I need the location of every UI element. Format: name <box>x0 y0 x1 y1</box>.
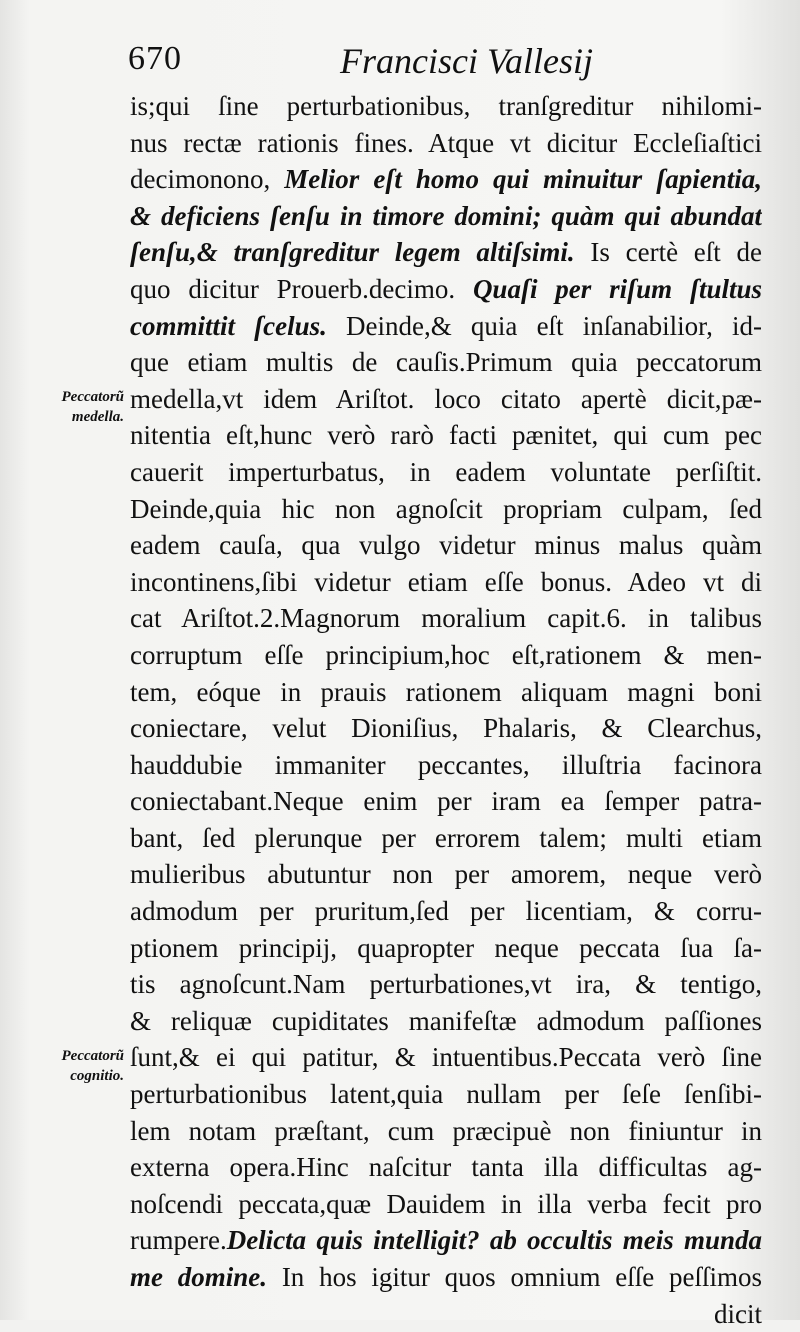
text-line <box>130 747 762 784</box>
text-line <box>130 125 762 162</box>
text-segment: tem, eóque in prauis rationem aliquam magni boni <box>130 676 762 707</box>
text-line <box>130 564 762 601</box>
text-line <box>130 856 762 893</box>
text-segment: que etiam multis de cauſis.Primum quia peccatorum <box>130 347 762 378</box>
text-segment: quo dicitur Prouerb.decimo. <box>130 273 473 304</box>
text-segment: noſcendi peccata,quæ Dauidem in illa verba fecit pro <box>130 1188 762 1219</box>
text-line <box>130 893 762 930</box>
text-segment: & reliquæ cupiditates manifeſtæ admodum paſſiones <box>130 1005 762 1036</box>
text-line <box>130 308 762 345</box>
text-segment: corruptum eſſe principium,hoc eſt,rationem & men- <box>130 639 762 670</box>
text-line <box>130 1113 762 1150</box>
text-segment: lem notam præſtant, cum præcipuè non finiuntur in <box>130 1115 762 1146</box>
text-segment: coniectabant.Neque enim per iram ea ſemper patra- <box>130 786 762 817</box>
text-segment: medella,vt idem Ariſtot. loco citato apertè dicit,pæ- <box>130 383 762 414</box>
text-line <box>130 1186 762 1223</box>
body-text <box>130 88 762 1332</box>
italic-text-segment: committit ſcelus. <box>130 310 327 341</box>
page-number: 670 <box>128 40 182 77</box>
italic-text-segment: Melior eſt homo qui minuitur ſapientia, <box>284 164 762 195</box>
text-segment: mulieribus abutuntur non per amorem, neque verò <box>130 859 762 890</box>
text-segment: nus rectæ rationis fines. Atque vt dicitur Eccleſiaſtici <box>130 127 762 158</box>
text-segment: Is certè eſt de <box>574 237 762 268</box>
text-segment: In hos igitur quos omnium eſſe peſſimos <box>267 1262 762 1292</box>
text-line <box>130 381 762 418</box>
text-segment: Deinde,quia hic non agnoſcit propriam culpam, ſed <box>130 493 762 524</box>
text-line <box>130 930 762 967</box>
text-segment: tis agnoſcunt.Nam perturbationes,vt ira, & tentigo, <box>130 969 762 1000</box>
text-segment: eadem cauſa, qua vulgo videtur minus malus quàm <box>130 530 762 561</box>
text-line <box>130 637 762 674</box>
text-line <box>130 417 762 454</box>
italic-text-segment: ſenſu,& tranſgreditur legem altiſsimi. <box>130 237 575 268</box>
text-segment: incontinens,ſibi videtur etiam eſſe bonus. Adeo vt di <box>130 566 762 597</box>
text-line <box>130 820 762 857</box>
text-line <box>130 198 762 235</box>
text-line <box>130 966 762 1003</box>
text-line <box>130 1149 762 1186</box>
text-line <box>130 1222 762 1259</box>
text-line <box>130 710 762 747</box>
italic-text-segment: Quaſi per riſum ſtultus <box>472 273 762 304</box>
italic-text-segment: me domine. <box>130 1262 268 1292</box>
text-segment: externa opera.Hinc naſcitur tanta illa difficultas ag- <box>130 1152 762 1183</box>
text-line <box>130 454 762 491</box>
margin-note: Peccatorũ cognitio. <box>61 1047 124 1084</box>
text-line <box>130 234 762 271</box>
text-line <box>130 527 762 564</box>
text-line <box>130 783 762 820</box>
text-segment: cat Ariſtot.2.Magnorum moralium capit.6. in talibus <box>130 603 762 634</box>
text-segment: coniectare, velut Dioniſius, Phalaris, & Clearchus, <box>130 713 762 744</box>
text-segment: cauerit imperturbatus, in eadem voluntate perſiſtit. <box>130 456 762 487</box>
text-segment: rumpere. <box>130 1225 227 1256</box>
text-segment: hauddubie immaniter peccantes, illuſtria facinora <box>130 749 762 780</box>
italic-text-segment: Delicta quis intelligit? ab occultis meis munda <box>226 1225 762 1256</box>
text-segment: admodum per pruritum,ſed per licentiam, & corru- <box>130 896 762 927</box>
text-line <box>130 344 762 381</box>
text-line <box>130 88 762 125</box>
text-segment: nitentia eſt,hunc verò rarò facti pænitet, qui cum pec <box>130 420 762 451</box>
running-head: Francisci Vallesij <box>340 41 593 81</box>
text-line <box>130 161 762 198</box>
italic-text-segment: & deficiens ſenſu in timore domini; quàm qui abundat <box>130 200 762 231</box>
text-line <box>130 1076 762 1113</box>
text-line <box>130 1039 762 1076</box>
text-line <box>130 1003 762 1040</box>
text-segment: Deinde,& quia eſt inſanabilior, id- <box>326 310 762 341</box>
margin-note: Peccatorũ medella. <box>61 388 124 425</box>
text-segment: is;qui ſine perturbationibus, tranſgreditur nihilomi- <box>130 91 762 121</box>
text-line <box>130 1296 762 1332</box>
text-line <box>130 491 762 528</box>
text-line <box>130 600 762 637</box>
text-segment: ptionem principij, quapropter neque peccata ſua ſa- <box>130 932 762 963</box>
text-line <box>130 1259 762 1296</box>
text-segment: decimonono, <box>130 164 285 195</box>
text-line <box>130 271 762 308</box>
text-line <box>130 674 762 711</box>
text-segment: perturbationibus latent,quia nullam per ſeſe ſenſibi- <box>130 1079 762 1110</box>
text-segment: dicit <box>714 1298 762 1329</box>
text-segment: bant, ſed plerunque per errorem talem; multi etiam <box>130 822 762 853</box>
text-segment: ſunt,& ei qui patitur, & intuentibus.Peccata verò ſine <box>130 1042 762 1073</box>
page-header <box>128 40 768 90</box>
